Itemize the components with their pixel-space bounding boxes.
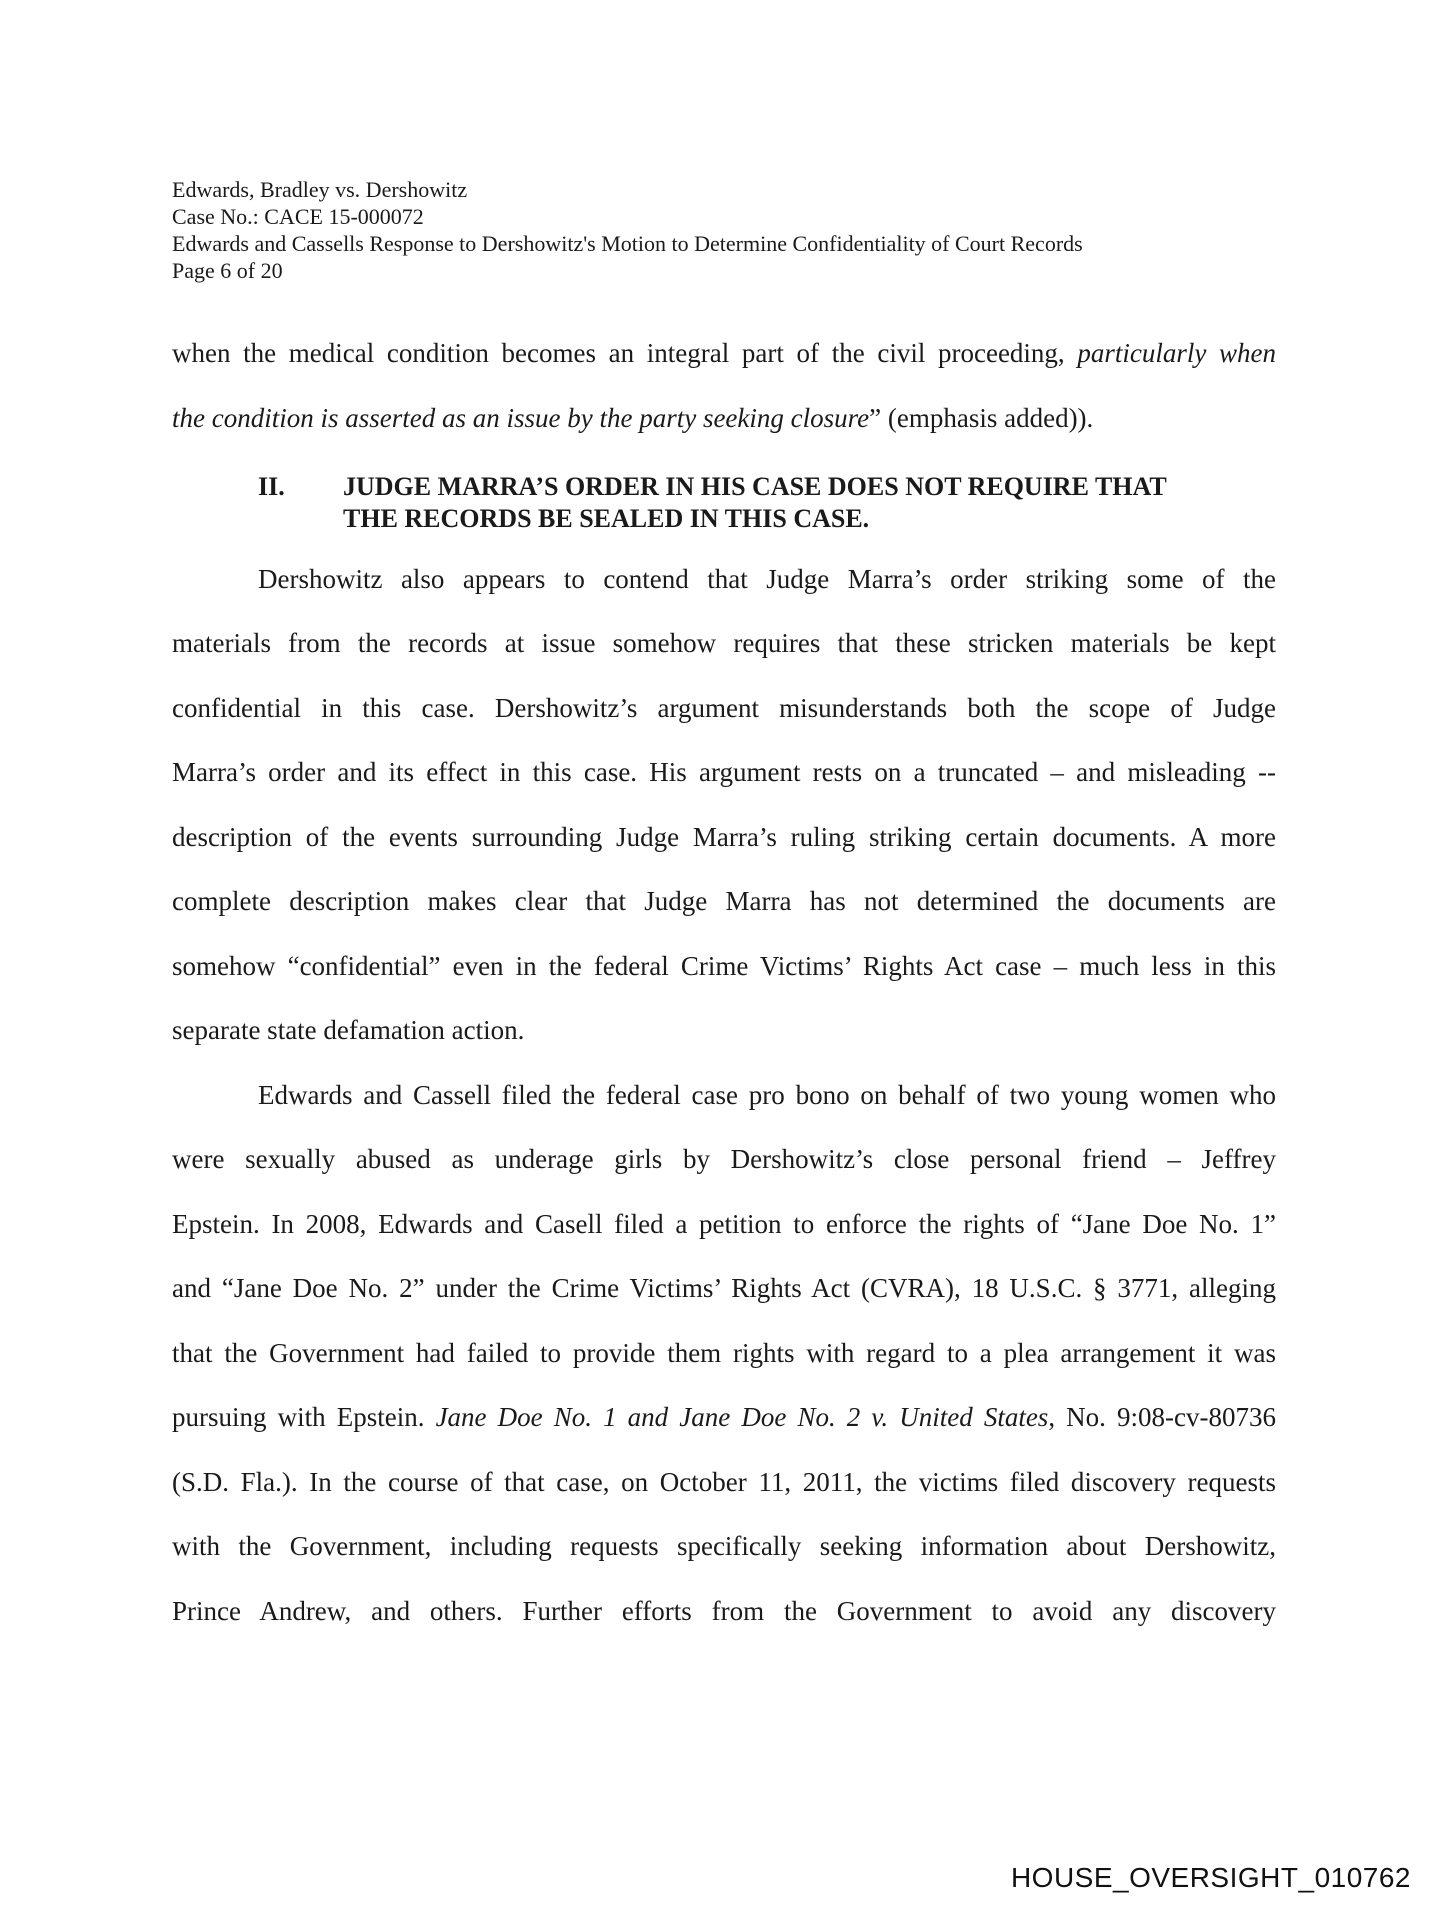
case-citation: Jane Doe No. 1 and Jane Doe No. 2 v. United States bbox=[435, 1402, 1049, 1432]
body-text: ” (emphasis added)). bbox=[869, 403, 1094, 433]
case-header bbox=[172, 176, 1083, 284]
body-line bbox=[172, 403, 1276, 434]
paragraph2-line: (S.D. Fla.). In the course of that case, on October 11, 2011, the victims filed discovery requests bbox=[172, 1467, 1276, 1497]
paragraph1-line: complete description makes clear that Judge Marra has not determined the documents are bbox=[172, 886, 1276, 916]
body-line bbox=[172, 338, 1276, 369]
paragraph2-line: with the Government, including requests specifically seeking information about Dershowitz, bbox=[172, 1531, 1276, 1561]
paragraph2-line: Edwards and Cassell filed the federal case pro bono on behalf of two young women who bbox=[258, 1080, 1276, 1110]
paragraph1-line: somehow “confidential” even in the federal Crime Victims’ Rights Act case – much less in this bbox=[172, 951, 1276, 981]
document-title: Edwards and Cassells Response to Dershowitz's Motion to Determine Confidentiality of Court Records bbox=[172, 231, 1083, 256]
paragraph1-line: confidential in this case. Dershowitz’s argument misunderstands both the scope of Judge bbox=[172, 693, 1276, 723]
page-number: Page 6 of 20 bbox=[172, 258, 283, 283]
section-title-line2: THE RECORDS BE SEALED IN THIS CASE. bbox=[343, 504, 870, 533]
section-number: II. bbox=[258, 472, 285, 501]
paragraph1-line: Marra’s order and its effect in this case. His argument rests on a truncated – and misleading -- bbox=[172, 757, 1276, 787]
paragraph2-line: Epstein. In 2008, Edwards and Casell filed a petition to enforce the rights of “Jane Doe No. 1” bbox=[172, 1209, 1276, 1239]
case-number: Case No.: CACE 15-000072 bbox=[172, 204, 424, 229]
italic-text: particularly when bbox=[1077, 338, 1276, 368]
bates-stamp: HOUSE_OVERSIGHT_010762 bbox=[1010, 1862, 1411, 1893]
paragraph2-line: were sexually abused as underage girls by Dershowitz’s close personal friend – Jeffrey bbox=[172, 1144, 1276, 1174]
paragraph2-line: that the Government had failed to provide them rights with regard to a plea arrangement it was bbox=[172, 1338, 1276, 1368]
paragraph1-line: materials from the records at issue somehow requires that these stricken materials be kept bbox=[172, 628, 1276, 658]
paragraph2-line bbox=[172, 1402, 1276, 1433]
case-caption: Edwards, Bradley vs. Dershowitz bbox=[172, 177, 468, 202]
paragraph2-line: and “Jane Doe No. 2” under the Crime Victims’ Rights Act (CVRA), 18 U.S.C. § 3771, alleging bbox=[172, 1273, 1276, 1303]
italic-text: the condition is asserted as an issue by the party seeking closure bbox=[172, 403, 870, 433]
paragraph1-line: separate state defamation action. bbox=[172, 1015, 525, 1045]
paragraph1-line: Dershowitz also appears to contend that Judge Marra’s order striking some of the bbox=[258, 564, 1276, 594]
body-text: when the medical condition becomes an integral part of the civil proceeding, bbox=[172, 338, 1065, 368]
section-title-line1: JUDGE MARRA’S ORDER IN HIS CASE DOES NOT REQUIRE THAT bbox=[343, 472, 1167, 501]
body-text: pursuing with Epstein. bbox=[172, 1402, 425, 1432]
body-text: , No. 9:08-cv-80736 bbox=[1048, 1402, 1276, 1432]
paragraph2-line: Prince Andrew, and others. Further efforts from the Government to avoid any discovery bbox=[172, 1596, 1276, 1626]
paragraph1-line: description of the events surrounding Judge Marra’s ruling striking certain documents. A more bbox=[172, 822, 1276, 852]
